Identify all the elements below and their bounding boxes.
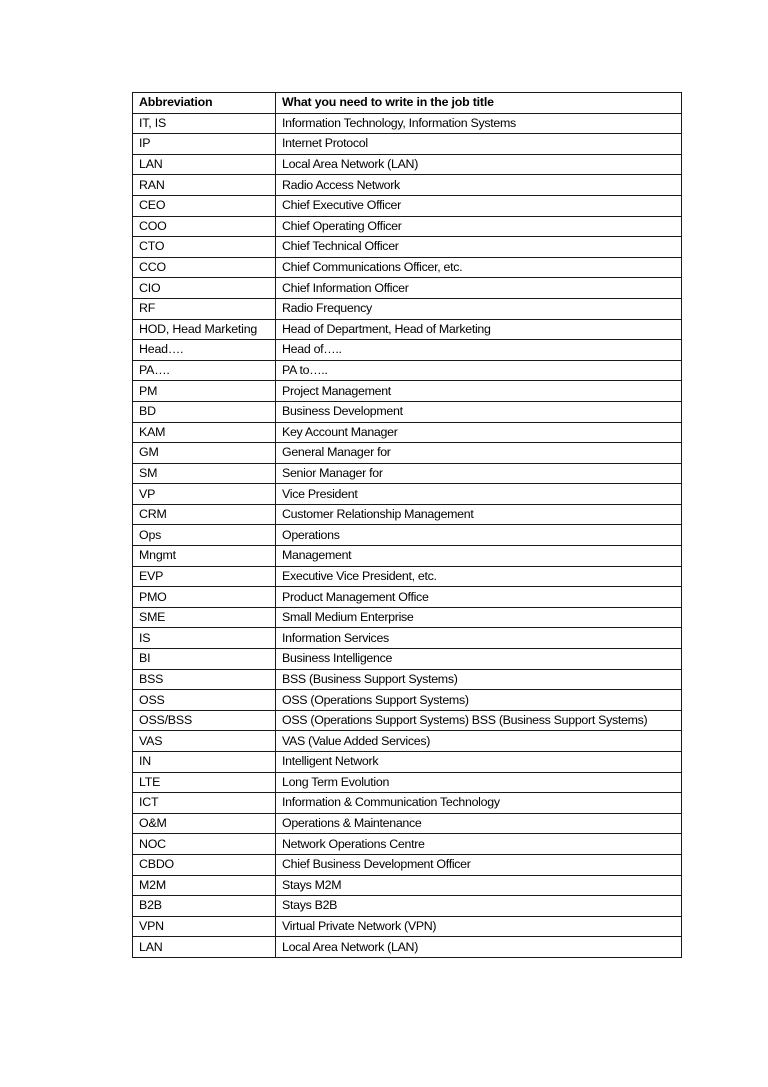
job-title-cell: VAS (Value Added Services) (276, 731, 682, 752)
header-abbreviation: Abbreviation (133, 93, 276, 114)
abbreviation-table (132, 92, 682, 958)
job-title-cell: Product Management Office (276, 587, 682, 608)
job-title-cell: Management (276, 546, 682, 567)
abbreviation-cell: IN (133, 752, 276, 773)
job-title-cell: Internet Protocol (276, 134, 682, 155)
table-row (133, 154, 682, 175)
job-title-cell: General Manager for (276, 443, 682, 464)
job-title-cell: Intelligent Network (276, 752, 682, 773)
job-title-cell: Key Account Manager (276, 422, 682, 443)
abbreviation-cell: PMO (133, 587, 276, 608)
table-row (133, 649, 682, 670)
abbreviation-cell: B2B (133, 896, 276, 917)
job-title-cell: Information & Communication Technology (276, 793, 682, 814)
job-title-cell: Business Development (276, 401, 682, 422)
abbreviation-cell: KAM (133, 422, 276, 443)
job-title-cell: Executive Vice President, etc. (276, 566, 682, 587)
job-title-cell: Vice President (276, 484, 682, 505)
table-row (133, 195, 682, 216)
job-title-cell: Local Area Network (LAN) (276, 154, 682, 175)
abbreviation-cell: LAN (133, 937, 276, 958)
job-title-cell: Operations & Maintenance (276, 813, 682, 834)
table-row (133, 854, 682, 875)
abbreviation-cell: CTO (133, 237, 276, 258)
table-row (133, 463, 682, 484)
table-row (133, 237, 682, 258)
abbreviation-cell: NOC (133, 834, 276, 855)
abbreviation-cell: RAN (133, 175, 276, 196)
job-title-cell: Stays B2B (276, 896, 682, 917)
abbreviation-cell: LTE (133, 772, 276, 793)
job-title-cell: Virtual Private Network (VPN) (276, 916, 682, 937)
abbreviation-cell: CCO (133, 257, 276, 278)
table-row (133, 298, 682, 319)
abbreviation-cell: GM (133, 443, 276, 464)
job-title-cell: Chief Communications Officer, etc. (276, 257, 682, 278)
job-title-cell: Senior Manager for (276, 463, 682, 484)
job-title-cell: BSS (Business Support Systems) (276, 669, 682, 690)
table-row (133, 216, 682, 237)
table-row (133, 401, 682, 422)
abbreviation-cell: IS (133, 628, 276, 649)
abbreviation-cell: COO (133, 216, 276, 237)
abbreviation-cell: M2M (133, 875, 276, 896)
job-title-cell: Stays M2M (276, 875, 682, 896)
abbreviation-cell: IT, IS (133, 113, 276, 134)
table-row (133, 134, 682, 155)
table-row (133, 443, 682, 464)
abbreviation-cell: ICT (133, 793, 276, 814)
table-row (133, 546, 682, 567)
abbreviation-cell: OSS/BSS (133, 710, 276, 731)
job-title-cell: Local Area Network (LAN) (276, 937, 682, 958)
table-row (133, 525, 682, 546)
job-title-cell: Chief Operating Officer (276, 216, 682, 237)
table-row (133, 772, 682, 793)
abbreviation-cell: OSS (133, 690, 276, 711)
table-row (133, 875, 682, 896)
table-row (133, 175, 682, 196)
table-row (133, 113, 682, 134)
abbreviation-cell: PM (133, 381, 276, 402)
table-row (133, 937, 682, 958)
table-row (133, 834, 682, 855)
table-row (133, 381, 682, 402)
job-title-cell: Network Operations Centre (276, 834, 682, 855)
job-title-cell: PA to….. (276, 360, 682, 381)
abbreviation-cell: CIO (133, 278, 276, 299)
abbreviation-cell: Mngmt (133, 546, 276, 567)
abbreviation-cell: SME (133, 607, 276, 628)
abbreviation-cell: BD (133, 401, 276, 422)
table-row (133, 587, 682, 608)
table-body (133, 113, 682, 957)
abbreviation-cell: O&M (133, 813, 276, 834)
abbreviation-cell: HOD, Head Marketing (133, 319, 276, 340)
job-title-cell: OSS (Operations Support Systems) (276, 690, 682, 711)
job-title-cell: Information Technology, Information Systems (276, 113, 682, 134)
abbreviation-cell: BSS (133, 669, 276, 690)
table-row (133, 731, 682, 752)
table-row (133, 607, 682, 628)
table-row (133, 896, 682, 917)
abbreviation-cell: VPN (133, 916, 276, 937)
table-row (133, 669, 682, 690)
table-row (133, 566, 682, 587)
job-title-cell: Project Management (276, 381, 682, 402)
abbreviation-cell: RF (133, 298, 276, 319)
job-title-cell: Business Intelligence (276, 649, 682, 670)
abbreviation-cell: CRM (133, 504, 276, 525)
table-header-row (133, 93, 682, 114)
abbreviation-cell: PA…. (133, 360, 276, 381)
table-row (133, 793, 682, 814)
abbreviation-cell: VP (133, 484, 276, 505)
table-row (133, 278, 682, 299)
job-title-cell: OSS (Operations Support Systems) BSS (Business Support Systems) (276, 710, 682, 731)
table-row (133, 340, 682, 361)
table-row (133, 319, 682, 340)
abbreviation-cell: CBDO (133, 854, 276, 875)
table-row (133, 360, 682, 381)
abbreviation-cell: VAS (133, 731, 276, 752)
abbreviation-cell: IP (133, 134, 276, 155)
job-title-cell: Chief Executive Officer (276, 195, 682, 216)
header-job-title: What you need to write in the job title (276, 93, 682, 114)
job-title-cell: Chief Information Officer (276, 278, 682, 299)
abbreviation-cell: LAN (133, 154, 276, 175)
job-title-cell: Customer Relationship Management (276, 504, 682, 525)
job-title-cell: Long Term Evolution (276, 772, 682, 793)
table-row (133, 628, 682, 649)
abbreviation-cell: Head…. (133, 340, 276, 361)
table-row (133, 710, 682, 731)
table-row (133, 916, 682, 937)
job-title-cell: Small Medium Enterprise (276, 607, 682, 628)
job-title-cell: Information Services (276, 628, 682, 649)
abbreviation-cell: EVP (133, 566, 276, 587)
table-row (133, 690, 682, 711)
table-row (133, 257, 682, 278)
job-title-cell: Radio Access Network (276, 175, 682, 196)
table-row (133, 813, 682, 834)
job-title-cell: Operations (276, 525, 682, 546)
job-title-cell: Chief Technical Officer (276, 237, 682, 258)
table-row (133, 504, 682, 525)
table-row (133, 752, 682, 773)
abbreviation-cell: Ops (133, 525, 276, 546)
job-title-cell: Radio Frequency (276, 298, 682, 319)
table-row (133, 484, 682, 505)
abbreviation-cell: BI (133, 649, 276, 670)
abbreviation-cell: CEO (133, 195, 276, 216)
abbreviation-cell: SM (133, 463, 276, 484)
job-title-cell: Head of Department, Head of Marketing (276, 319, 682, 340)
job-title-cell: Head of….. (276, 340, 682, 361)
table-row (133, 422, 682, 443)
job-title-cell: Chief Business Development Officer (276, 854, 682, 875)
